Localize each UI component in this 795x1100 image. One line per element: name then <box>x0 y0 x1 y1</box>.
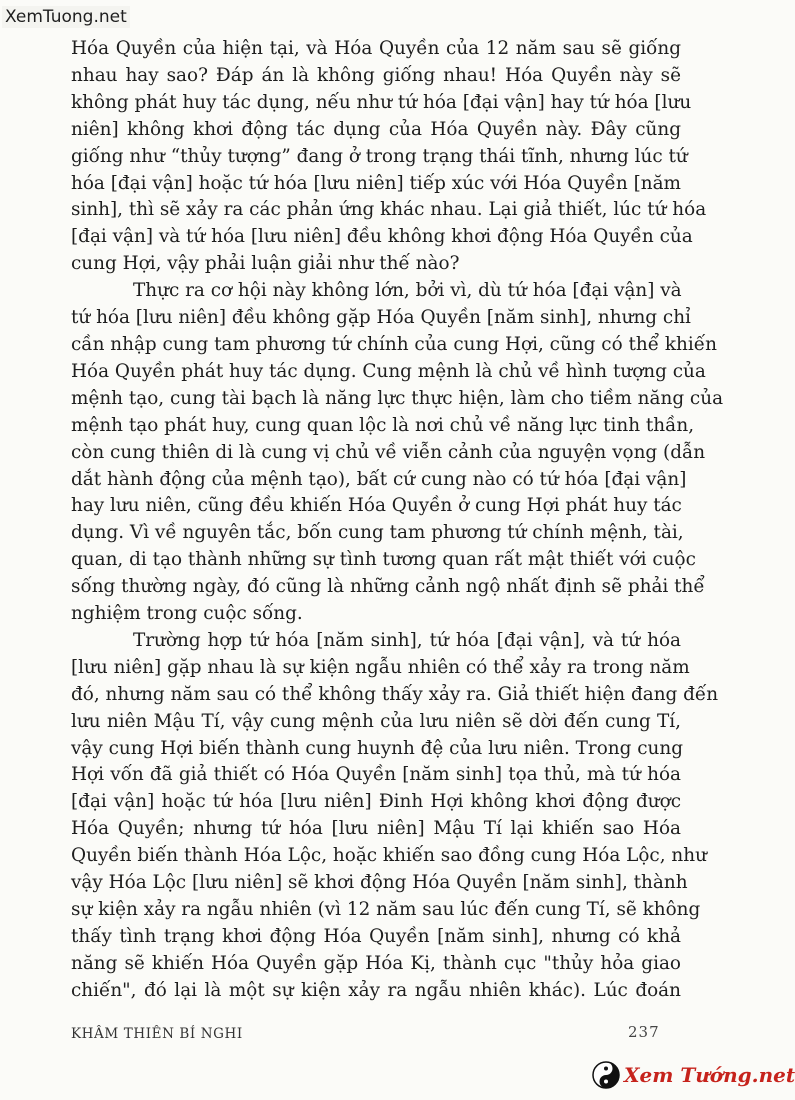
text-line: cung Hợi, vậy phải luận giải như thế nào? <box>71 253 460 275</box>
text-line: Hóa Quyền của hiện tại, và Hóa Quyền của 12 năm sau sẽ giống <box>71 38 681 59</box>
text-line: đó, nhưng năm sau có thể không thấy xảy ra. Giả thiết hiện đang đến <box>71 683 719 705</box>
paragraph <box>71 628 719 1005</box>
text-line: [lưu niên] gặp nhau là sự kiện ngẫu nhiên có thể xảy ra trong năm <box>71 656 690 678</box>
text-line: còn cung thiên di là cung vị chủ về viễn cảnh của nguyện vọng (dẫn <box>71 441 706 463</box>
text-line: chiến", đó lại là một sự kiện xảy ra ngẫu nhiên khác). Lúc đoán <box>71 979 681 1001</box>
text-line: Hóa Quyền phát huy tác dụng. Cung mệnh là chủ về hình tượng của <box>71 360 706 382</box>
text-line: quan, di tạo thành những sự tình tương quan rất mật thiết với cuộc <box>71 549 696 571</box>
text-line: mệnh tạo, cung tài bạch là năng lực thực hiện, làm cho tiềm năng của <box>71 387 724 409</box>
text-line: cần nhập cung tam phương tứ chính của cung Hợi, cũng có thể khiến <box>71 333 717 355</box>
text-line: Quyền biến thành Hóa Lộc, hoặc khiến sao đồng cung Hóa Lộc, như <box>71 845 707 867</box>
text-line: nhau hay sao? Đáp án là không giống nhau! Hóa Quyền này sẽ <box>71 64 681 86</box>
text-line: Thực ra cơ hội này không lớn, bởi vì, dù tứ hóa [đại vận] và <box>133 280 682 302</box>
text-line: mệnh tạo phát huy, cung quan lộc là nơi chủ về năng lực tinh thần, <box>71 414 695 436</box>
watermark-top: XemTuong.net <box>2 6 130 28</box>
text-line: sự kiện xảy ra ngẫu nhiên (vì 12 năm sau lúc đến cung Tí, sẽ không <box>71 899 701 920</box>
text-line: vậy cung Hợi biến thành cung huynh đệ của lưu niên. Trong cung <box>71 737 684 759</box>
text-line: lưu niên Mậu Tí, vậy cung mệnh của lưu niên sẽ dời đến cung Tí, <box>71 710 681 732</box>
paragraph <box>71 278 724 628</box>
logo-text: Xem Tướng.net <box>624 1063 795 1087</box>
text-line: Hợi vốn đã giả thiết có Hóa Quyền [năm sinh] tọa thủ, mà tứ hóa <box>71 764 681 786</box>
text-line: không phát huy tác dụng, nếu như tứ hóa [đại vận] hay tứ hóa [lưu <box>71 91 692 113</box>
text-line: nghiệm trong cuộc sống. <box>71 603 303 625</box>
page-number: 237 <box>628 1023 660 1041</box>
text-line: Hóa Quyền; nhưng tứ hóa [lưu niên] Mậu Tí lại khiến sao Hóa <box>71 818 681 840</box>
text-line: niên] không khơi động tác dụng của Hóa Quyền này. Đây cũng <box>71 118 681 140</box>
book-title: KHÂM THIÊN BÍ NGHI <box>71 1026 243 1042</box>
body-text <box>71 36 724 1005</box>
paragraph <box>71 36 707 278</box>
text-line: [đại vận] và tứ hóa [lưu niên] đều không khơi động Hóa Quyền của <box>71 226 693 248</box>
text-line: tứ hóa [lưu niên] đều không gặp Hóa Quyền [năm sinh], nhưng chỉ <box>71 307 691 329</box>
text-line: hóa [đại vận] hoặc tứ hóa [lưu niên] tiếp xúc với Hóa Quyền [năm <box>71 172 681 194</box>
text-line: dắt hành động của mệnh tạo), bất cứ cung nào có tứ hóa [đại vận] <box>71 468 687 490</box>
text-line: [đại vận] hoặc tứ hóa [lưu niên] Đinh Hợi không khơi động được <box>71 791 681 813</box>
text-line: giống như “thủy tượng” đang ở trong trạng thái tĩnh, nhưng lúc tứ <box>71 145 688 167</box>
text-line: năng sẽ khiến Hóa Quyền gặp Hóa Kị, thành cục "thủy hỏa giao <box>71 952 681 974</box>
yin-yang-icon <box>592 1061 620 1089</box>
xemtuong-logo[interactable] <box>592 1058 795 1092</box>
text-line: Trường hợp tứ hóa [năm sinh], tứ hóa [đại vận], và tứ hóa <box>133 629 681 651</box>
text-line: thấy tình trạng khơi động Hóa Quyền [năm sinh], nhưng có khả <box>71 925 681 947</box>
text-line: hay lưu niên, cũng đều khiến Hóa Quyền ở cung Hợi phát huy tác <box>71 495 682 517</box>
text-line: sống thường ngày, đó cũng là những cảnh ngộ nhất định sẽ phải thể <box>71 576 705 598</box>
text-line: sinh], thì sẽ xảy ra các phản ứng khác nhau. Lại giả thiết, lúc tứ hóa <box>71 199 707 221</box>
text-line: vậy Hóa Lộc [lưu niên] sẽ khơi động Hóa Quyền [năm sinh], thành <box>71 872 688 894</box>
text-line: dụng. Vì về nguyên tắc, bốn cung tam phương tứ chính mệnh, tài, <box>71 522 684 544</box>
